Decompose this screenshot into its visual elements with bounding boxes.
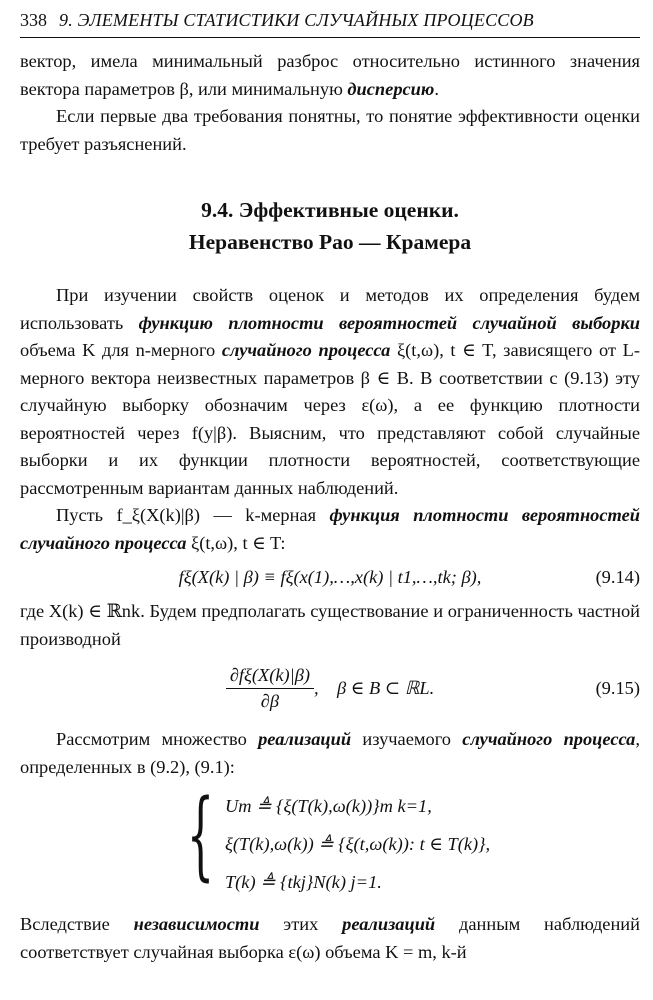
equation-9-15-rest: , β ∈ B ⊂ ℝL. [314,678,435,698]
running-header [20,10,640,38]
paragraph-3: При изучении свойств оценок и методов их определения будем использовать функцию плотности вероятностей случайной выборки объема K для n-мерного случайного процесса ξ(t,ω), t ∈ T, зависящего от L-мерного вектора неизвестных параметров β ∈ B. В соответствии с (9.13) эту случайную выборку обозначим через ε(ω), а ее функцию плотности вероятностей через f(y|β). Выясним, что представляют собой случайные выборки и их функции плотности вероятностей, соответствующие рассмотренным вариантам данных наблюдений. [20,285,640,498]
system-line-1: Um ≜ {ξ(T(k),ω(k))}m k=1, [224,796,432,816]
term-realizations: реализаций [258,729,352,749]
paragraph-7: Вследствие независимости этих реализаций данным наблюдений соответствует случайная выборка ε(ω) объема K = m, k-й [20,914,640,962]
equation-9-15-number: (9.15) [595,678,640,698]
equation-9-14-number: (9.14) [595,567,640,587]
term-realizations-2: реализаций [342,914,436,934]
section-heading-line-1: 9.4. Эффективные оценки. [201,198,459,222]
equation-9-14-formula: fξ(X(k) | β) ≡ fξ(x(1),…,x(k) | t1,…,tk; β), [178,567,482,587]
running-title: 9. ЭЛЕМЕНТЫ СТАТИСТИКИ СЛУЧАЙНЫХ ПРОЦЕССОВ [59,10,534,30]
term-density-function: функцию плотности вероятностей случайной выборки [138,312,640,333]
paragraph-1: вектор, имела минимальный разброс относительно истинного значения вектора параметров β, или минимальную дисперсию. [20,51,640,99]
fraction-denominator: ∂β [260,691,280,711]
system-line-3: T(k) ≜ {tkj}N(k) j=1. [224,872,382,892]
system-line-2: ξ(T(k),ω(k)) ≜ {ξ(t,ω(k)): t ∈ T(k)}, [224,834,491,854]
partial-derivative-fraction [226,665,314,712]
equation-9-15 [20,665,640,712]
paragraph-4: Пусть f_ξ(X(k)|β) — k-мерная функция плотности вероятностей случайного процесса ξ(t,ω), t ∈ T: [20,505,640,553]
term-process-density: функция плотности вероятностей случайного процесса [20,505,640,553]
section-heading [20,194,640,258]
book-page [20,10,640,966]
section-heading-line-2: Неравенство Рао — Крамера [188,230,472,254]
paragraph-2: Если первые два требования понятны, то понятие эффективности оценки требует разъяснений. [20,106,640,154]
equation-system [20,779,640,901]
fraction-numerator: ∂fξ(X(k)|β) [226,665,314,689]
left-brace: { [186,779,215,891]
term-independence: независимости [133,914,260,934]
term-random-process-2: случайного процесса [462,729,636,749]
term-dispersion: дисперсию [347,78,435,99]
system-lines [225,787,490,901]
paragraph-6: Рассмотрим множество реализаций изучаемого случайного процесса, определенных в (9.2), (9.1): [20,729,640,777]
page-number: 338 [20,10,47,30]
equation-9-14 [20,567,640,588]
paragraph-5: где X(k) ∈ ℝnk. Будем предполагать существование и ограниченность частной производной [20,601,640,649]
term-random-process: случайного процесса [221,340,391,360]
